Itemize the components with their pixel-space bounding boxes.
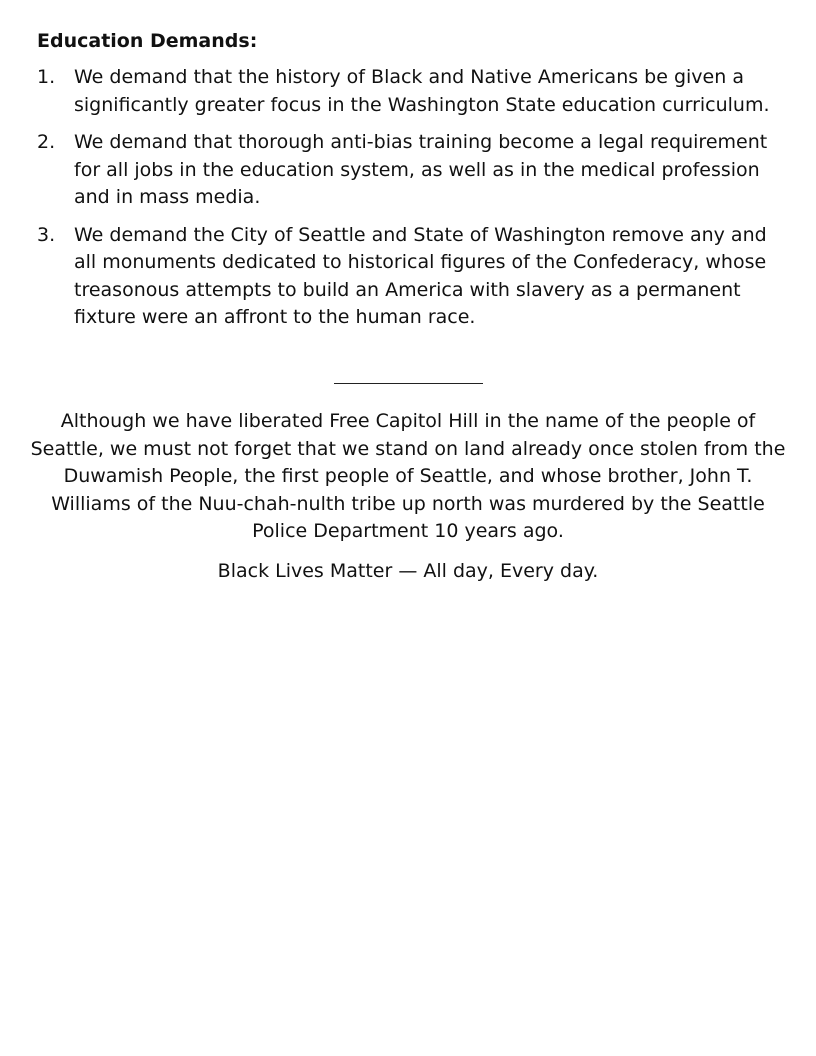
land-acknowledgement-paragraph: Although we have liberated Free Capitol Hill in the name of the people of Seattle, we must not forget that we stand on land already once stolen from the Duwamish People, the first people of Seattle, and whose brother, John T. Williams of the Nuu-chah-nulth tribe up north was murdered by the Seattle Police Department 10 years ago. — [30, 410, 786, 542]
list-item-text: We demand that the history of Black and Native Americans be given a significantly greater focus in the Washington State education curriculum. — [74, 66, 770, 116]
list-item-number: 3. — [37, 223, 56, 246]
list-item — [37, 222, 787, 332]
list-item — [37, 129, 787, 212]
list-item — [37, 64, 787, 119]
list-item-text: We demand the City of Seattle and State of Washington remove any and all monuments dedicated to historical figures of the Confederacy, whose treasonous attempts to build an America with slavery as a permanent fixture were an affront to the human race. — [74, 223, 767, 328]
section-divider — [334, 383, 483, 384]
list-item-number: 2. — [37, 131, 56, 153]
demands-list — [37, 64, 787, 342]
list-item-number: 1. — [37, 66, 56, 88]
closing-tagline: Black Lives Matter — All day, Every day. — [217, 560, 599, 582]
list-item-text: We demand that thorough anti-bias training become a legal requirement for all jobs in the education system, as well as in the medical profession and in mass media. — [74, 131, 768, 208]
section-heading: Education Demands: — [37, 30, 258, 52]
